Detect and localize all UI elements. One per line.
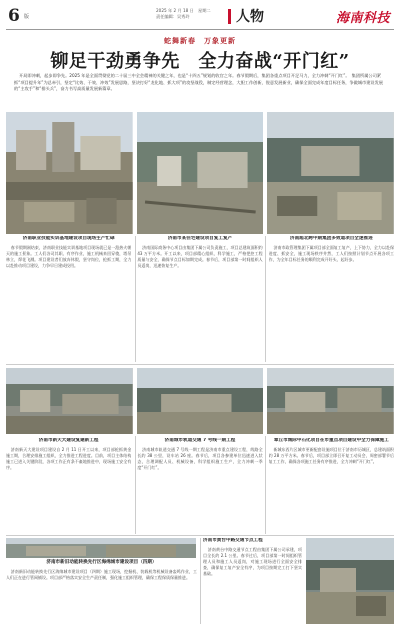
article-lead: 开局即冲刺，起步即争先。2025 年是全面贯彻党的二十届三中全会精神的关键之年，也是“十四五”规划的收官之年。春节假期后，集团各重点项目开足马力，全力冲刺“开门红”。 集团所属公司紧抓“项目提升年”为总牵引，坚定“比效、干效、冲效”发展思路，坚决打好“龙化地、抓大项”的攻坚战役，制定经营理念，大胆工作创新，锐意发展新业，确保全面完成年度目标任务，争做城市建设发展的“主攻手”和“排头兵”，奋力书写高质量发展新篇章。: [14, 73, 383, 92]
issue-meta: [156, 8, 226, 20]
masthead-logo: 海南科技: [335, 11, 390, 26]
construction-photo: [6, 368, 133, 434]
page-unit: 版: [24, 14, 30, 20]
story-caption: 济南职业技能实训基地建设项目现场生产忙碌: [22, 236, 115, 241]
section-marker: [228, 9, 231, 24]
story-body: 济南新旧动能转换先行区海绵城市建设项目（四期）施工现场，挖掘机、装载机等机械设备轰鸣作业，工人们正在进行管网铺设。项目部严格落实安全生产责任制，强化施工组织管理，确保工程保质保量推进。: [6, 569, 197, 581]
issue-editor: 责任编辑：吴秀玲: [156, 14, 190, 19]
row-divider: [6, 535, 394, 536]
construction-photo: [137, 112, 264, 234]
story-caption: 章丘市城际中石化项目在市重点项目建设中全力保障施工: [273, 438, 389, 443]
story: [6, 236, 131, 364]
story-body: 济南市政管理集团下属项目部全面复工复产，上下协力，全力以赴保进度、抓安全，施工现场秩序井然，工人们按照计划节点开展各项工作，为全年目标任务的顺利完成开好头、起好步。: [268, 245, 394, 263]
story-body: 新城东西片区城市更新配套设施项目位于济南市历城区，总建筑面积约 28 万平方米。春节后，项目部立即召开复工动员会，周密部署节后复工工作，确保各项施工任务有序推进，全力冲刺“开门红”。: [268, 447, 394, 465]
photo-row-top: [6, 112, 394, 234]
construction-photo: [306, 538, 394, 624]
story: [6, 438, 131, 534]
article-kicker: 蛇舞新春 万象更新: [164, 37, 236, 45]
story: [269, 438, 394, 534]
story: [137, 236, 262, 364]
story-caption: 济南城市轨道交通 7 号线一期工程: [164, 438, 236, 443]
story-body: 济南国际商务中心项目由集团下属公司负责施工，项目总建筑面积约 43 万平方米。开工以来，项目部精心组织、科学施工，严格把控工程质量与安全，确保节点目标如期完成。春节后，项目部第一时间组织人员返岗，迅速恢复生产。: [137, 245, 263, 269]
story-caption: 济南市新天大建设复建新工程: [38, 438, 99, 443]
story-caption: 济南市某住宅建设项目复工复产: [167, 236, 233, 241]
story-row-1: [6, 236, 394, 364]
story: [6, 538, 197, 626]
story-body: 济南城市轨道交通 7 号线一期工程是济南市重点建设工程，线路全长约 38 公里，设车站 26 座。春节后，项目各参建单位迅速进入状态，合理调配人员、机械设备，科学组织施工生产，全力冲刺一季度“开门红”。: [137, 447, 263, 471]
story-caption: 济南市新旧动能转换先行区海绵城市建设项目（四期）: [46, 560, 157, 565]
section-name: 人物: [236, 9, 264, 25]
story-caption: 济南市黄台中路交通节点工程: [203, 538, 263, 543]
story: [137, 438, 262, 534]
story-body: 济南新天大建设项目建设自 2 月 11 日开工以来，项目部抢抓黄金施工期，合理安排施工组织，全力推进工程进度。目前，项目主体结构施工已进入关键阶段，各项工作正有条不紊地推进中，现场施工安全有序。: [6, 447, 132, 471]
issue-date: 2025 年 2 月 18 日 星期二: [156, 8, 211, 13]
story: [269, 236, 394, 364]
row-divider: [6, 364, 394, 365]
story-body: 春节假期刚结束，济南职业技能实训基地项目现场就已是一派热火朝天的施工景象。工人们各司其职、有序作业，施工机械来回穿梭，塔吊林立，焊花飞溅。项目建设者们放弃休假，坚守岗位，抢抓工期，全力以赴推动项目建设，力争早日建成投用。: [6, 245, 132, 269]
column-divider: [265, 236, 266, 362]
page-number: 6: [8, 6, 20, 26]
story-body: 济南黄台中路交通节点工程由集团下属公司承建，项目全长约 2.1 公里。春节过后，项目部第一时间组织管理人员和施工人员返岗，对施工现场进行全面安全排查，确保复工复产安全有序，为项目按期完工打下坚实基础。: [203, 547, 302, 577]
article-headline: 铆足干劲勇争先 全力奋战“开门红”: [50, 51, 350, 72]
construction-photo: [6, 112, 133, 234]
column-divider: [135, 236, 136, 362]
construction-photo: [267, 368, 394, 434]
page-header: [6, 6, 394, 28]
construction-photo: [6, 538, 196, 558]
header-rule: [6, 29, 394, 30]
column-divider: [200, 538, 201, 624]
column-divider: [265, 436, 266, 534]
story-caption: 济南超北跨中期集团多效道项目全速推进: [289, 236, 373, 241]
construction-photo: [137, 368, 264, 434]
story-row-2: [6, 438, 394, 534]
column-divider: [135, 436, 136, 534]
story: [203, 538, 394, 626]
construction-photo: [267, 112, 394, 234]
